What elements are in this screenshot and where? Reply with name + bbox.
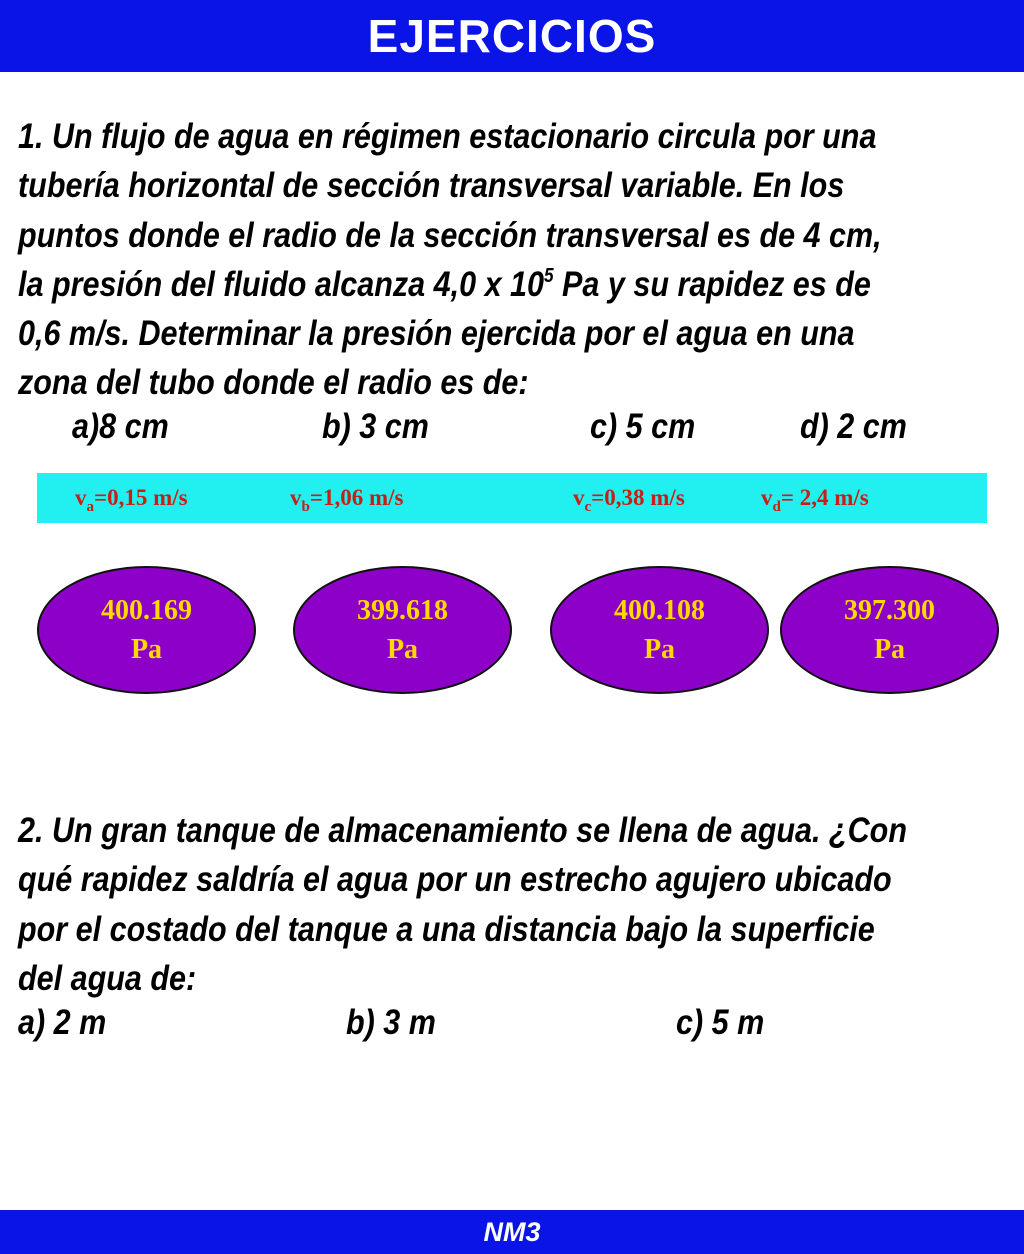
answer-ellipse-d (780, 566, 999, 694)
answer-unit: Pa (130, 634, 163, 665)
speed-a: $v_a=0,15$ m/s (75, 485, 188, 515)
answer-ellipse-b (293, 566, 512, 694)
problem-1-line: tubería horizontal de sección transversal variable. En los (18, 165, 845, 206)
answer-value: 400.169 (101, 595, 192, 626)
problem-1-option-b: b) 3 cm (322, 406, 429, 446)
problem-2-line: 2. Un gran tanque de almacenamiento se llena de agua. ¿Con (18, 810, 907, 850)
pressure-text-after: Pa y su rapidez es de (553, 263, 871, 304)
problem-1-option-d: d) 2 cm (800, 406, 907, 446)
pressure-exponent: 5 (543, 264, 554, 287)
problem-1-line: puntos donde el radio de la sección transversal es de 4 cm, (18, 214, 882, 255)
pressure-text-before: la presión del fluido alcanza 4,0 x 10 (18, 263, 544, 304)
problem-1-line: 0,6 m/s. Determinar la presión ejercida por el agua en una (18, 313, 855, 354)
speed-b: $v_b=1,06$ m/s (290, 485, 404, 515)
problem-2-option-c: c) 5 m (676, 1002, 765, 1042)
problem-1-option-a: a)8 cm (72, 406, 169, 446)
answer-unit: Pa (386, 634, 419, 665)
answer-value: 397.300 (844, 595, 935, 626)
problem-2-option-b: b) 3 m (346, 1002, 436, 1042)
speed-results-bar (37, 473, 987, 523)
answer-value: 399.618 (357, 595, 448, 626)
page-title: EJERCICIOS (367, 10, 657, 62)
problem-1-line-pressure (18, 260, 869, 309)
speed-c: $v_c=0,38$ m/s (573, 485, 685, 515)
answer-unit: Pa (643, 634, 676, 665)
problem-2-option-a: a) 2 m (18, 1002, 107, 1042)
problem-2-statement (18, 806, 1008, 1003)
problem-1-statement (18, 112, 1008, 408)
problem-1-line: 1. Un flujo de agua en régimen estacionario circula por una (18, 116, 877, 156)
problem-1-line: zona del tubo donde el radio es de: (18, 362, 529, 403)
footer-bar (0, 1210, 1024, 1254)
problem-1-option-c: c) 5 cm (590, 406, 696, 446)
speed-d: $v_d= 2,4$ m/s (761, 485, 869, 515)
footer-label: NM3 (483, 1216, 541, 1247)
answer-ellipse-c (550, 566, 769, 694)
problem-2-line: por el costado del tanque a una distancia bajo la superficie (18, 908, 875, 949)
answer-ellipse-a (37, 566, 256, 694)
answer-value: 400.108 (614, 595, 705, 626)
header-bar (0, 0, 1024, 72)
problem-2-line: del agua de: (18, 957, 197, 998)
answer-unit: Pa (873, 634, 906, 665)
problem-2-line: qué rapidez saldría el agua por un estrecho agujero ubicado (18, 859, 892, 900)
